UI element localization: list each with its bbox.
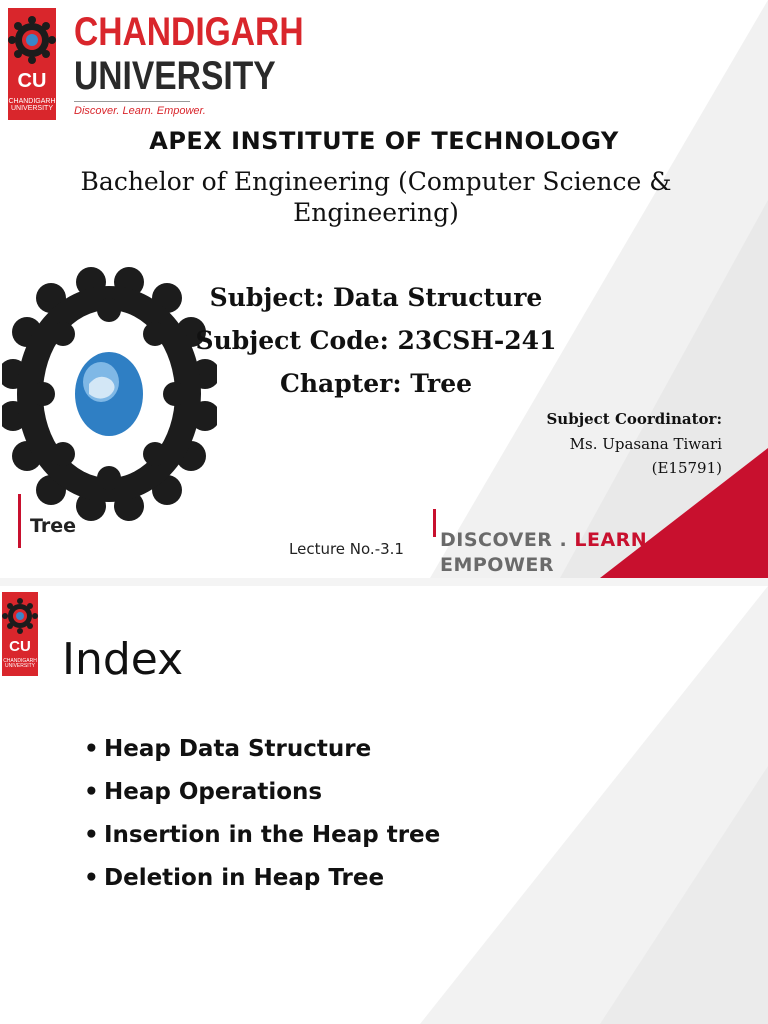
logo-badge-subtext: CHANDIGARH UNIVERSITY: [8, 98, 56, 113]
motto-accent-bar: [433, 509, 436, 537]
list-item: • Insertion in the Heap tree: [84, 822, 441, 848]
chapter-name: Chapter: Tree: [279, 369, 473, 398]
logo-divider: [74, 101, 190, 102]
degree-title: Bachelor of Engineering (Computer Science & Engineering): [80, 167, 672, 227]
logo-tagline: Discover. Learn. Empower.: [74, 105, 206, 117]
gear-emblem-icon: [8, 10, 56, 70]
list-item: • Deletion in Heap Tree: [84, 865, 385, 891]
list-item: • Heap Data Structure: [84, 736, 372, 762]
logo-title-line2: UNIVERSITY: [74, 54, 276, 98]
motto-discover: DISCOVER .: [440, 529, 568, 551]
logo-title-line1: CHANDIGARH: [74, 10, 304, 54]
topic-label: Tree: [30, 515, 77, 537]
motto-learn: LEARN .: [574, 529, 663, 551]
motto-empower: EMPOWER: [440, 554, 555, 576]
coordinator-id: (E15791): [651, 459, 722, 477]
index-list: [84, 728, 440, 900]
list-item-text: Heap Operations: [104, 779, 323, 805]
lecture-number: Lecture No.-3.1: [289, 540, 404, 558]
subject-name: Subject: Data Structure: [209, 283, 543, 312]
subject-code: Subject Code: 23CSH-241: [195, 326, 557, 355]
list-item-text: Insertion in the Heap tree: [104, 822, 441, 848]
logo-badge-subtext: CHANDIGARH UNIVERSITY: [3, 658, 37, 670]
logo-badge-text: CU: [9, 638, 31, 655]
coordinator-label: Subject Coordinator:: [546, 410, 722, 428]
institute-name: APEX INSTITUTE OF TECHNOLOGY: [149, 127, 619, 155]
gear-emblem-icon: [2, 594, 38, 638]
logo-badge-text: CU: [17, 70, 47, 92]
list-item-text: Deletion in Heap Tree: [104, 865, 385, 891]
index-slide: [0, 586, 768, 1024]
motto: [440, 528, 662, 578]
topic-accent-bar: [18, 494, 21, 548]
list-item: • Heap Operations: [84, 779, 323, 805]
slide-separator: [0, 578, 768, 586]
index-title: Index: [62, 634, 184, 685]
list-item-text: Heap Data Structure: [104, 736, 372, 762]
logo-badge: [8, 8, 56, 120]
logo-badge: [2, 592, 38, 676]
coordinator-name: Ms. Upasana Tiwari: [569, 435, 722, 453]
